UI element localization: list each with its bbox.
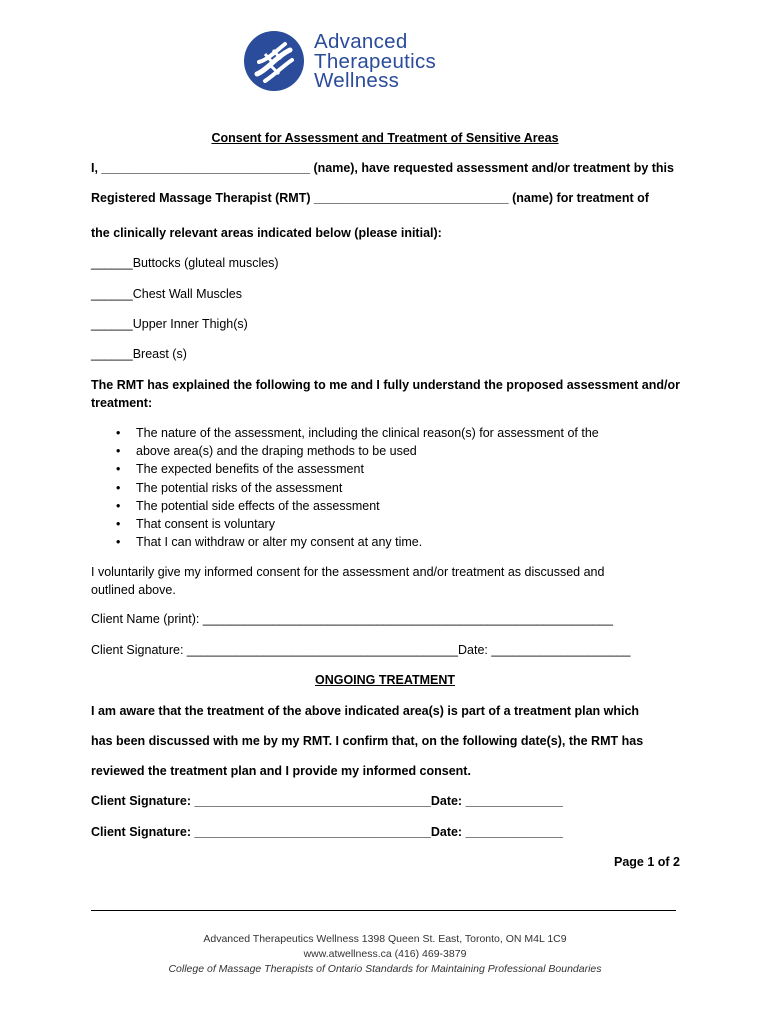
list-item <box>115 479 599 497</box>
explanation-list <box>115 424 599 551</box>
intro-line-3: the clinically relevant areas indicated below (please initial): <box>91 226 442 240</box>
footer-standards: College of Massage Therapists of Ontario Standards for Maintaining Professional Boundaries <box>168 963 602 975</box>
bullet-icon: • <box>116 462 121 477</box>
list-item <box>115 424 599 442</box>
list-item <box>115 442 599 460</box>
ongoing-line-2: has been discussed with me by my RMT. I confirm that, on the following date(s), the RMT has <box>91 734 644 748</box>
voluntary-consent-statement: I voluntarily give my informed consent for the assessment and/or treatment as discussed and outlined above. <box>91 565 605 597</box>
footer-divider <box>91 910 676 911</box>
bullet-icon: • <box>116 426 121 440</box>
ongoing-signature-1: Client Signature: __________________________________Date: ______________ <box>91 794 563 808</box>
ongoing-line-1: I am aware that the treatment of the above indicated area(s) is part of a treatment plan which <box>91 704 640 718</box>
list-item-text: The nature of the assessment, including the clinical reason(s) for assessment of the <box>136 426 599 440</box>
list-item-text: That consent is voluntary <box>136 516 275 531</box>
list-item <box>115 497 599 515</box>
bullet-icon: • <box>116 535 121 550</box>
document-title: Consent for Assessment and Treatment of Sensitive Areas <box>211 131 559 145</box>
bullet-icon: • <box>116 480 121 495</box>
logo-line-3: Wellness <box>314 69 400 92</box>
bullet-icon: • <box>116 444 121 459</box>
list-item-text: The potential risks of the assessment <box>136 480 343 495</box>
logo-wordmark <box>314 32 436 91</box>
company-logo <box>243 30 483 94</box>
logo-line-2: Therapeutics <box>314 49 437 73</box>
list-item-text: That I can withdraw or alter my consent at any time. <box>136 535 423 550</box>
intro-line-1: I, ______________________________ (name), have requested assessment and/or treatment by this <box>91 161 674 175</box>
list-item-text: The expected benefits of the assessment <box>136 462 364 477</box>
page-number: Page 1 of 2 <box>614 855 680 869</box>
client-name-field: Client Name (print): ___________________________________________________________ <box>91 612 613 626</box>
footer-address: Advanced Therapeutics Wellness 1398 Queen St. East, Toronto, ON M4L 1C9 <box>203 933 567 945</box>
bullet-icon: • <box>116 516 121 531</box>
area-item-buttocks: ______Buttocks (gluteal muscles) <box>91 256 279 270</box>
footer-contact: www.atwellness.ca (416) 469-3879 <box>303 948 467 960</box>
ongoing-signature-2: Client Signature: __________________________________Date: ______________ <box>91 825 563 839</box>
helix-logo-icon <box>243 30 305 92</box>
area-item-chest-wall: ______Chest Wall Muscles <box>91 287 242 301</box>
client-signature-field: Client Signature: _______________________________________Date: ____________________ <box>91 643 631 657</box>
intro-line-2: Registered Massage Therapist (RMT) ____________________________ (name) for treatment of <box>91 191 649 205</box>
list-item-text: above area(s) and the draping methods to be used <box>136 444 417 459</box>
list-item <box>115 515 599 533</box>
ongoing-treatment-heading: ONGOING TREATMENT <box>314 673 456 687</box>
list-item-text: The potential side effects of the assessment <box>136 498 380 513</box>
area-item-inner-thigh: ______Upper Inner Thigh(s) <box>91 317 248 331</box>
list-item <box>115 460 599 478</box>
area-item-breast: ______Breast (s) <box>91 347 187 361</box>
bullet-icon: • <box>116 498 121 513</box>
explanation-statement: The RMT has explained the following to me and I fully understand the proposed assessment and/or treatment: <box>91 378 680 410</box>
logo-line-1: Advanced <box>314 30 408 53</box>
ongoing-line-3: reviewed the treatment plan and I provide my informed consent. <box>91 764 471 778</box>
list-item <box>115 533 599 551</box>
